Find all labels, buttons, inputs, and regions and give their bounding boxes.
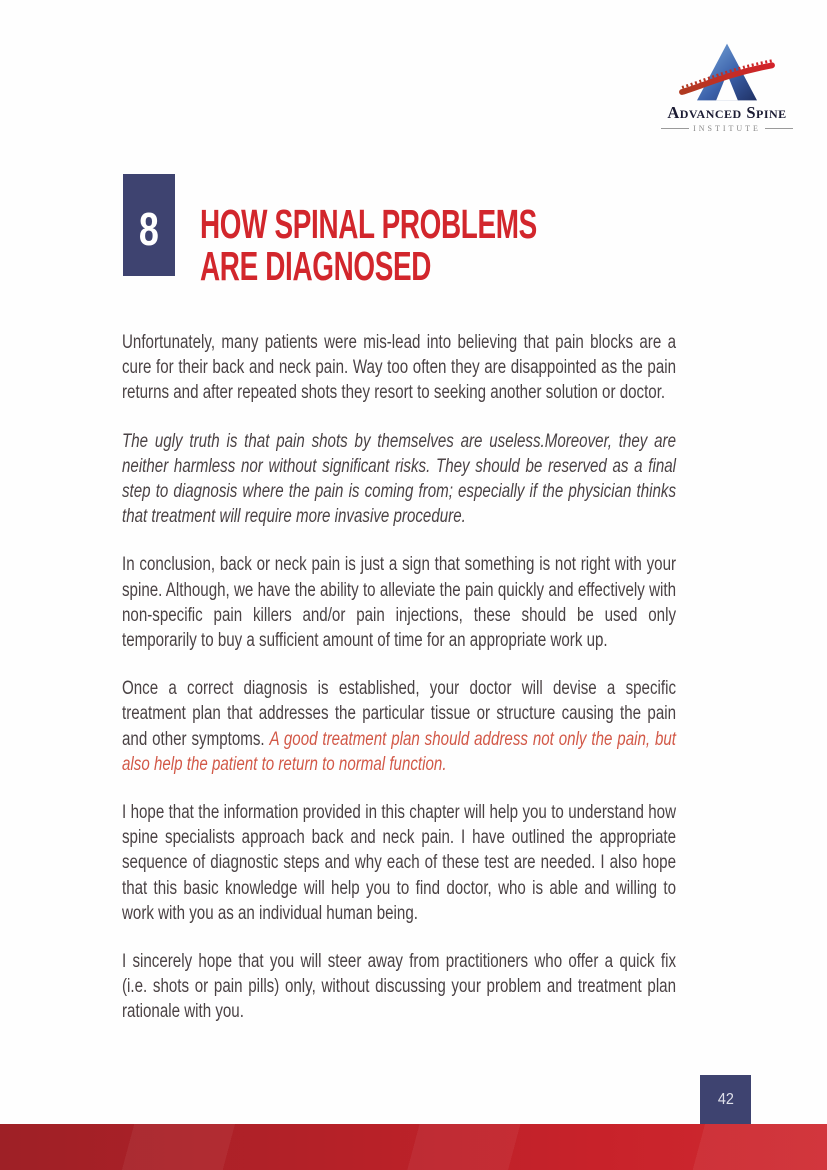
paragraph-4-normal-text: Once a correct diagnosis is established, your doctor will devise a specific treatment plan that addresses the particular tissue or structure causing the pain and other symptoms. <box>122 678 677 750</box>
paragraph-2-red-quote: The ugly truth is that pain shots by themselves are useless.Moreover, they are neither harmless nor without significant risks. They should be reserved as a final step to diagnosis where the pain is coming from; especially if the physician thinks that treatment will require more invasive procedure. <box>122 430 677 528</box>
subtitle-rule-right <box>765 128 793 129</box>
footer-accent-bar <box>0 1124 827 1170</box>
body-content <box>122 330 676 1048</box>
paragraph-1: Unfortunately, many patients were mis-lead into believing that pain blocks are a cure for their back and neck pain. Way too often they are disappointed as the pain returns and after repeated shots they resort to seeking another solution or doctor. <box>122 332 677 404</box>
paragraph-3: In conclusion, back or neck pain is just a sign that something is not right with your spine. Although, we have the ability to alleviate the pain quickly and effectively with non-specific pain killers and/or pain injections, these should be used only temporarily to buy a sufficient amount of time for an appropriate work up. <box>122 554 677 652</box>
chapter-title-line-1: HOW SPINAL PROBLEMS <box>200 201 537 247</box>
chapter-header <box>123 174 695 287</box>
advanced-spine-logo-icon <box>675 42 779 102</box>
page-number: 42 <box>717 1090 734 1108</box>
paragraph-6: I sincerely hope that you will steer away from practitioners who offer a quick fix (i.e. shots or pain pills) only, without discussing your problem and treatment plan rationale with you. <box>122 951 677 1023</box>
paragraph-4 <box>122 676 676 777</box>
chapter-title <box>200 174 695 287</box>
logo <box>661 42 793 133</box>
chapter-title-line-2: ARE DIAGNOSED <box>200 243 432 289</box>
page-number-box <box>700 1075 751 1124</box>
paragraph-4-red-text: A good treatment plan should address not only the pain, but also help the patient to return to normal function. <box>122 728 677 775</box>
chapter-number-box <box>123 174 175 276</box>
logo-subtitle <box>661 124 793 133</box>
chapter-number: 8 <box>139 203 159 255</box>
subtitle-rule-left <box>661 128 689 129</box>
logo-name: Advanced Spine <box>667 103 787 122</box>
paragraph-5: I hope that the information provided in this chapter will help you to understand how spine specialists approach back and neck pain. I have outlined the appropriate sequence of diagnostic steps and why each of these test are needed. I also hope that this basic knowledge will help you to find doctor, who is able and willing to work with you as an individual human being. <box>122 802 677 924</box>
logo-subtitle-text: INSTITUTE <box>693 124 761 133</box>
